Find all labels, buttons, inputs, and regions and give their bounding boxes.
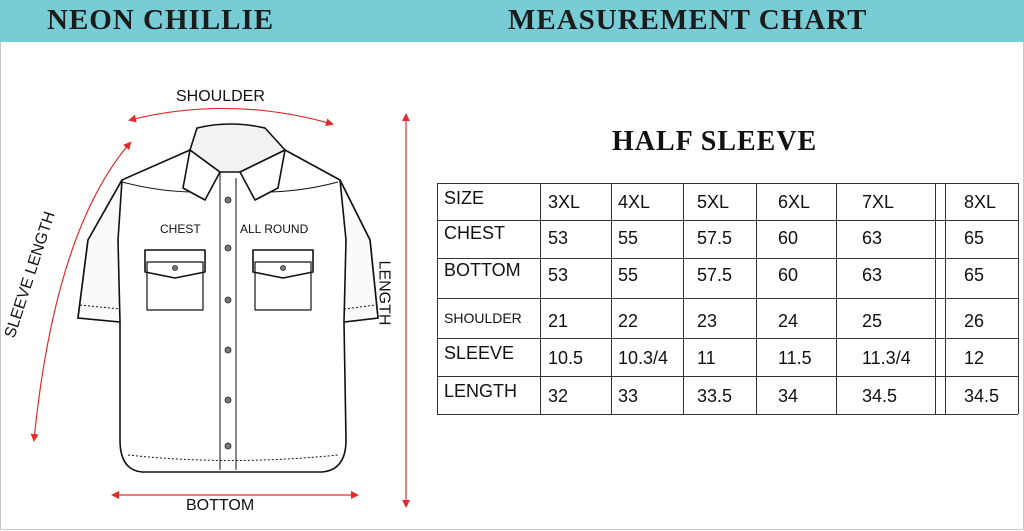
table-row-label: LENGTH: [444, 381, 518, 401]
table-cell: 65: [964, 228, 985, 248]
table-cell: 34.5: [862, 386, 898, 406]
brand-name: NEON CHILLIE: [47, 4, 275, 36]
table-header-cell: 4XL: [618, 192, 651, 212]
shoulder-label: SHOULDER: [176, 88, 265, 105]
table-cell: 57.5: [697, 228, 733, 248]
table-row-line: [437, 298, 1018, 299]
table-cell: 25: [862, 311, 883, 331]
shoulder-arrow: [130, 108, 332, 124]
chart-title: MEASUREMENT CHART: [508, 4, 868, 36]
table-cell: 34: [778, 386, 799, 406]
chest-label: CHEST: [160, 222, 201, 236]
table-row-label: SHOULDER: [444, 310, 522, 326]
table-header-cell: 5XL: [697, 192, 730, 212]
table-cell: 34.5: [964, 386, 1000, 406]
table-cell: 53: [548, 228, 569, 248]
shirt-diagram: [0, 42, 420, 529]
table-header-cell: 8XL: [964, 192, 997, 212]
table-row-line: [437, 376, 1018, 377]
table-cell: 55: [618, 228, 639, 248]
table-cell: 22: [618, 311, 639, 331]
table-header-cell: 6XL: [778, 192, 811, 212]
table-row-label: BOTTOM: [444, 260, 521, 280]
table-cell: 63: [862, 228, 883, 248]
table-header-cell: 7XL: [862, 192, 895, 212]
all-round-label: ALL ROUND: [240, 222, 309, 236]
table-cell: 11.3/4: [862, 348, 911, 368]
table-row-line: [437, 183, 1018, 184]
table-row-line: [437, 258, 1018, 259]
table-cell: 10.5: [548, 348, 584, 368]
table-cell: 53: [548, 265, 569, 285]
table-cell: 65: [964, 265, 985, 285]
table-cell: 11: [697, 348, 716, 368]
table-header-cell: 3XL: [548, 192, 581, 212]
length-label: LENGTH: [375, 260, 393, 326]
table-cell: 23: [697, 311, 718, 331]
table-cell: 12: [964, 348, 985, 368]
table-cell: 60: [778, 265, 799, 285]
table-row-label: SLEEVE: [444, 343, 515, 363]
table-cell: 33: [618, 386, 639, 406]
table-cell: 63: [862, 265, 883, 285]
sleeve-length-label: SLEEVE LENGTH: [1, 209, 59, 341]
table-col-line: [1018, 183, 1019, 414]
bottom-label: BOTTOM: [186, 497, 255, 514]
table-cell: 60: [778, 228, 799, 248]
table-cell: 55: [618, 265, 639, 285]
table-cell: 10.3/4: [618, 348, 669, 368]
table-header-size: SIZE: [444, 188, 485, 208]
table-row-line: [437, 338, 1018, 339]
table-cell: 32: [548, 386, 569, 406]
table-row-line: [437, 414, 1018, 415]
table-cell: 26: [964, 311, 985, 331]
table-cell: 21: [548, 311, 569, 331]
table-title: HALF SLEEVE: [612, 126, 818, 157]
header-bar: [0, 0, 1024, 42]
table-cell: 24: [778, 311, 799, 331]
table-cell: 11.5: [778, 348, 812, 368]
table-cell: 33.5: [697, 386, 733, 406]
table-cell: 57.5: [697, 265, 733, 285]
table-row-label: CHEST: [444, 223, 506, 243]
table-row-line: [437, 220, 1018, 221]
